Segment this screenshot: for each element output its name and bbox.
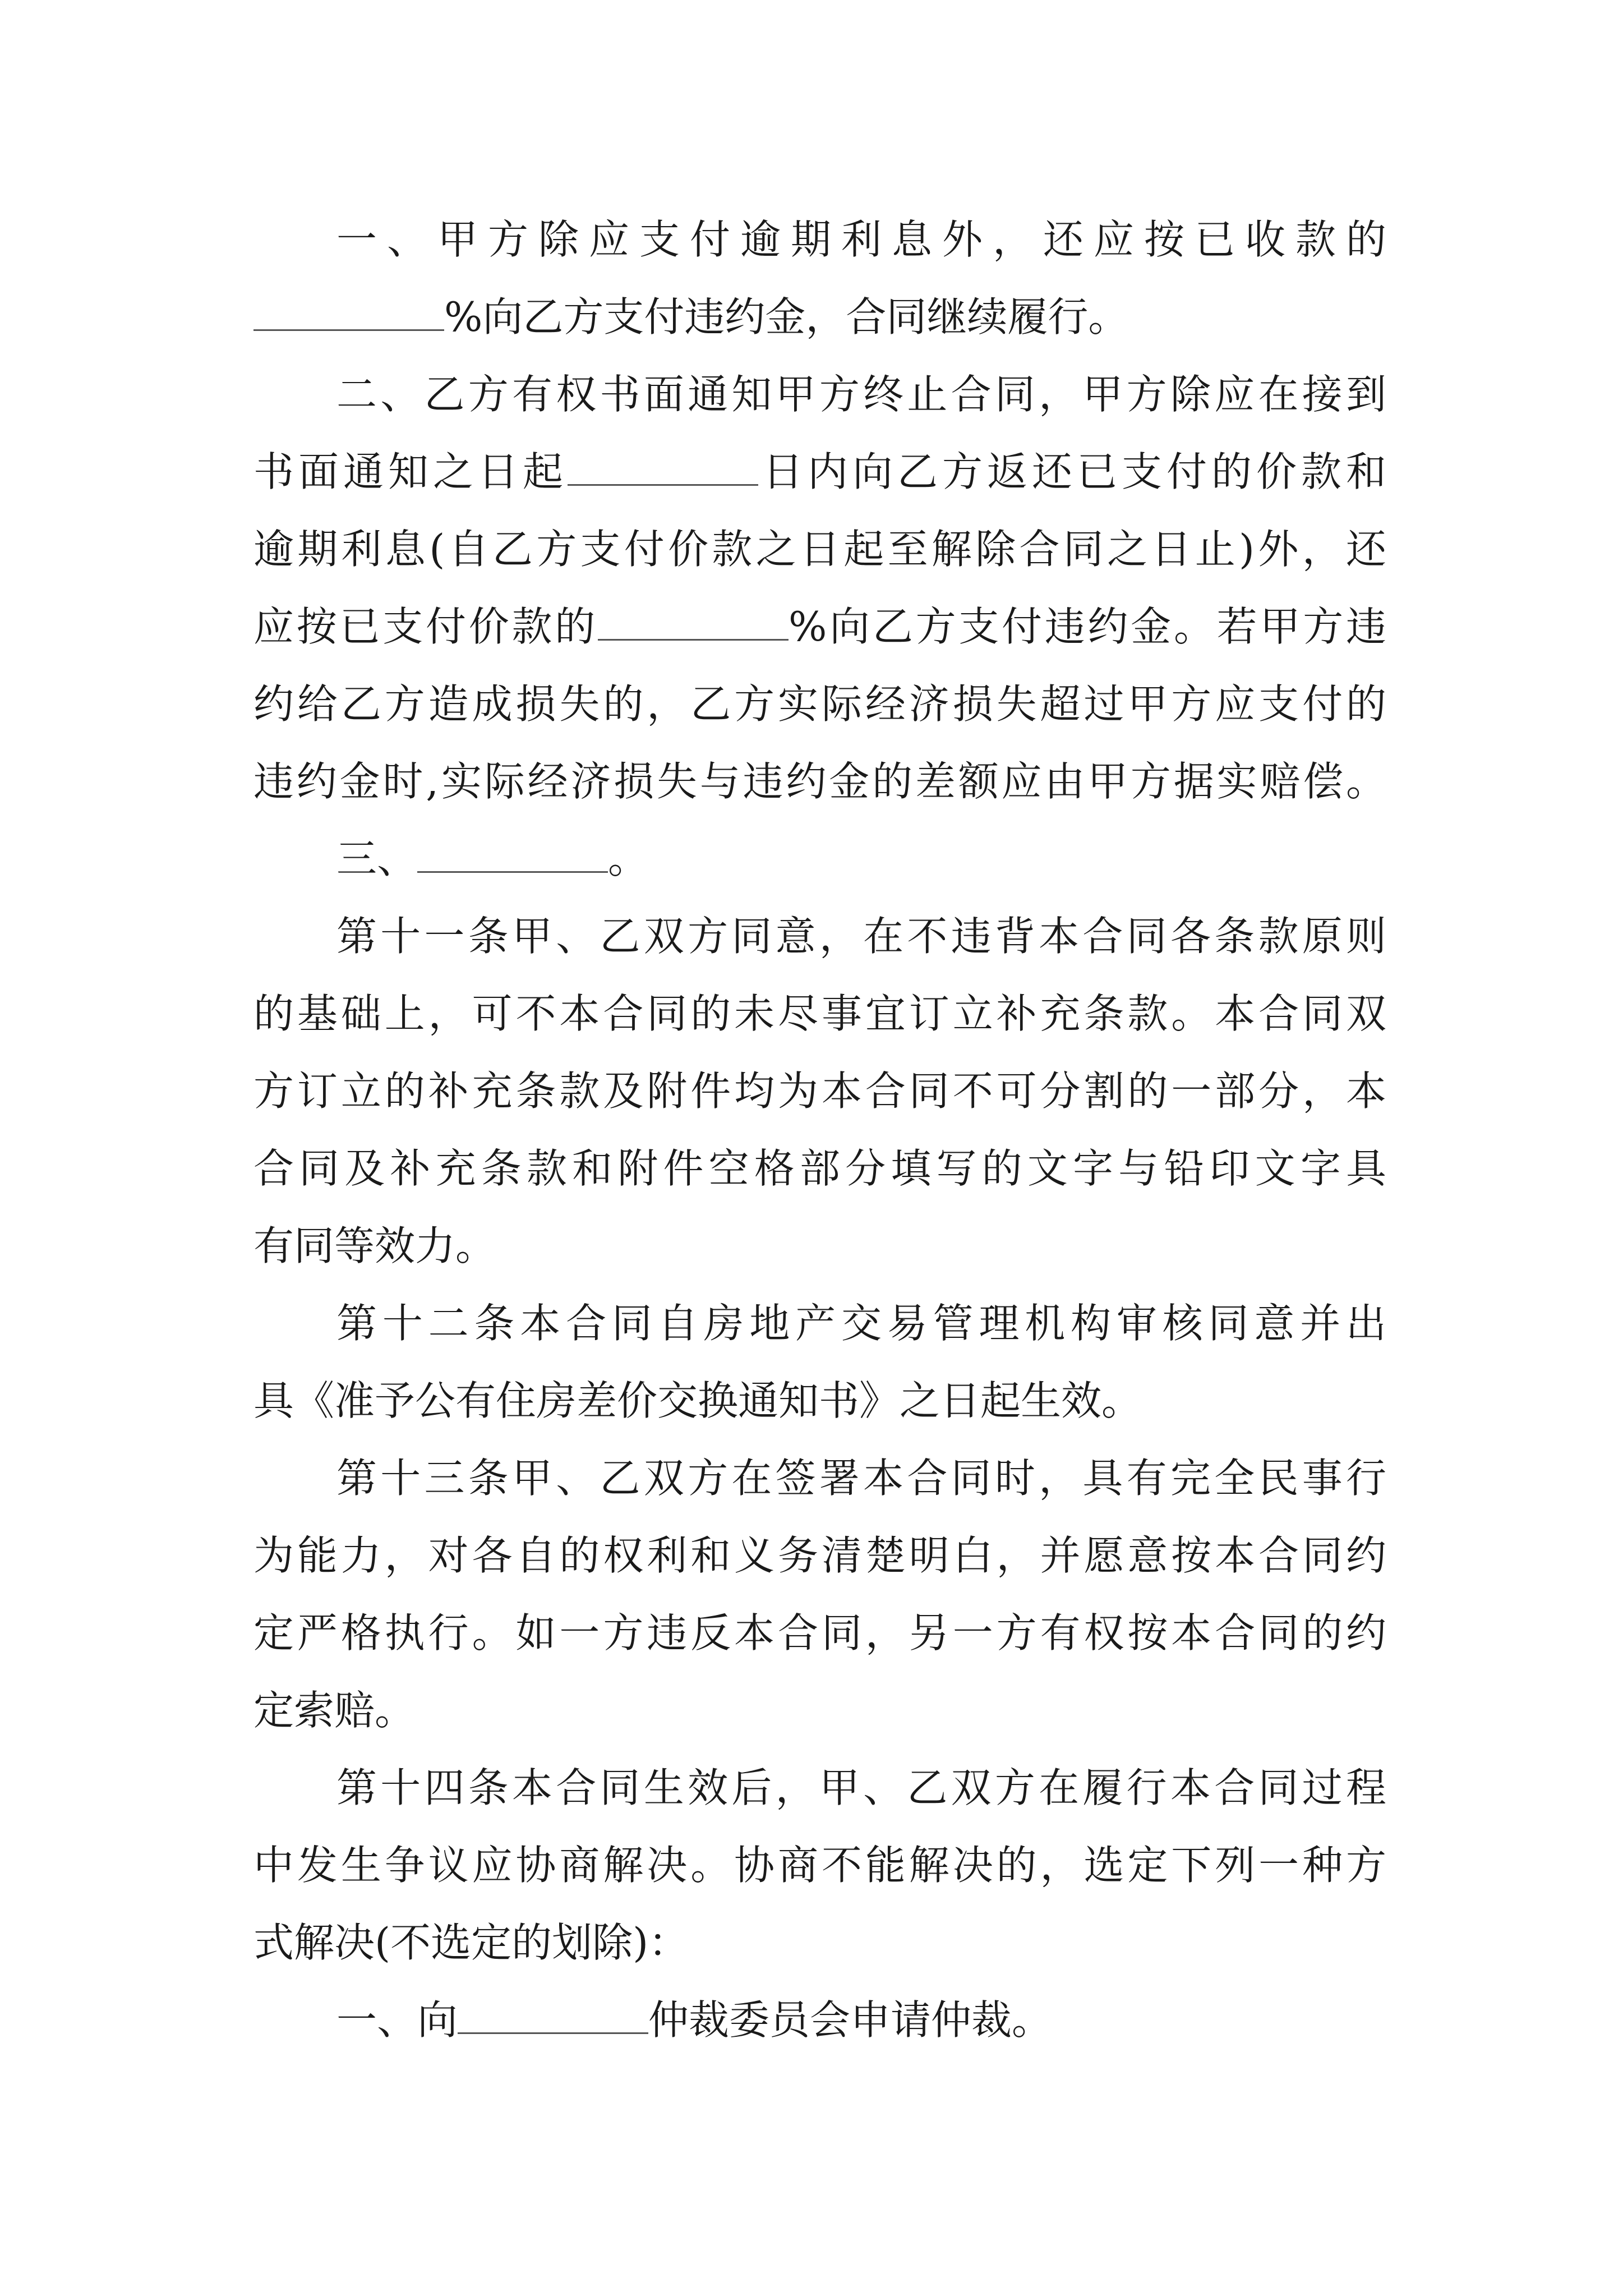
option-1-after: 仲裁委员会申请仲裁。 [648,1996,1053,2044]
clause-3-after: 。 [608,835,649,882]
article-13-line-2: 为能力，对各自的权利和义务清楚明白，并愿意按本合同约 [253,1532,1386,1579]
clause-2-line-5: 约给乙方造成损失的，乙方实际经济损失超过甲方应支付的 [253,680,1386,728]
fill-in-blank[interactable] [458,1999,648,2034]
article-14-line-1: 第十四条本合同生效后，甲、乙双方在履行本合同过程 [336,1764,1386,1811]
article-13-line-1: 第十三条甲、乙双方在签署本合同时，具有完全民事行 [336,1455,1386,1502]
clause-1-line-1: 一、甲方除应支付逾期利息外，还应按已收款的 [336,216,1386,263]
article-11-line-1: 第十一条甲、乙双方同意，在不违背本合同各条款原则 [336,913,1386,960]
option-1-before: 一、向 [336,1996,458,2044]
article-11-line-4: 合同及补充条款和附件空格部分填写的文字与铅印文字具 [253,1145,1386,1192]
clause-2-line-2-before: 书面通知之日起 [253,448,568,495]
fill-in-blank[interactable] [253,296,444,331]
clause-2-line-4 [253,601,1386,652]
article-11-line-5: 有同等效力。 [253,1222,496,1269]
fill-in-blank[interactable] [568,450,758,486]
clause-2-line-6: 违约金时,实际经济损失与违约金的差额应由甲方据实赔偿。 [253,758,1386,805]
article-12-line-2: 具《准予公有住房差价交换通知书》之日起生效。 [253,1377,1142,1424]
article-14-line-3: 式解决(不选定的划除)： [253,1919,689,1966]
clause-2-line-2-after: 日内向乙方返还已支付的价款和 [758,448,1386,495]
article-13-line-3: 定严格执行。如一方违反本合同，另一方有权按本合同的约 [253,1609,1386,1657]
clause-1-line-2-text: %向乙方支付违约金，合同继续履行。 [444,293,1129,341]
clause-2-line-4-after: %向乙方支付违约金。若甲方违 [788,603,1386,650]
fill-in-blank[interactable] [598,605,789,641]
article-11-line-2: 的基础上，可不本合同的未尽事宜订立补充条款。本合同双 [253,990,1386,1037]
clause-1-line-2 [253,292,1128,342]
clause-2-line-4-before: 应按已支付价款的 [253,603,598,650]
clause-3-before: 三、 [336,835,418,882]
option-1 [336,1995,1052,2045]
article-13-line-4: 定索赔。 [253,1687,416,1734]
article-11-line-3: 方订立的补充条款及附件均为本合同不可分割的一部分，本 [253,1068,1386,1115]
fill-in-blank[interactable] [417,838,608,873]
article-12-line-1: 第十二条本合同自房地产交易管理机构审核同意并出 [336,1300,1386,1347]
clause-2-line-2 [253,447,1386,497]
article-14-line-2: 中发生争议应协商解决。协商不能解决的，选定下列一种方 [253,1842,1386,1889]
clause-2-line-1: 二、乙方有权书面通知甲方终止合同，甲方除应在接到 [336,371,1386,418]
clause-3 [336,834,648,884]
clause-2-line-3: 逾期利息(自乙方支付价款之日起至解除合同之日止)外，还 [253,526,1386,573]
